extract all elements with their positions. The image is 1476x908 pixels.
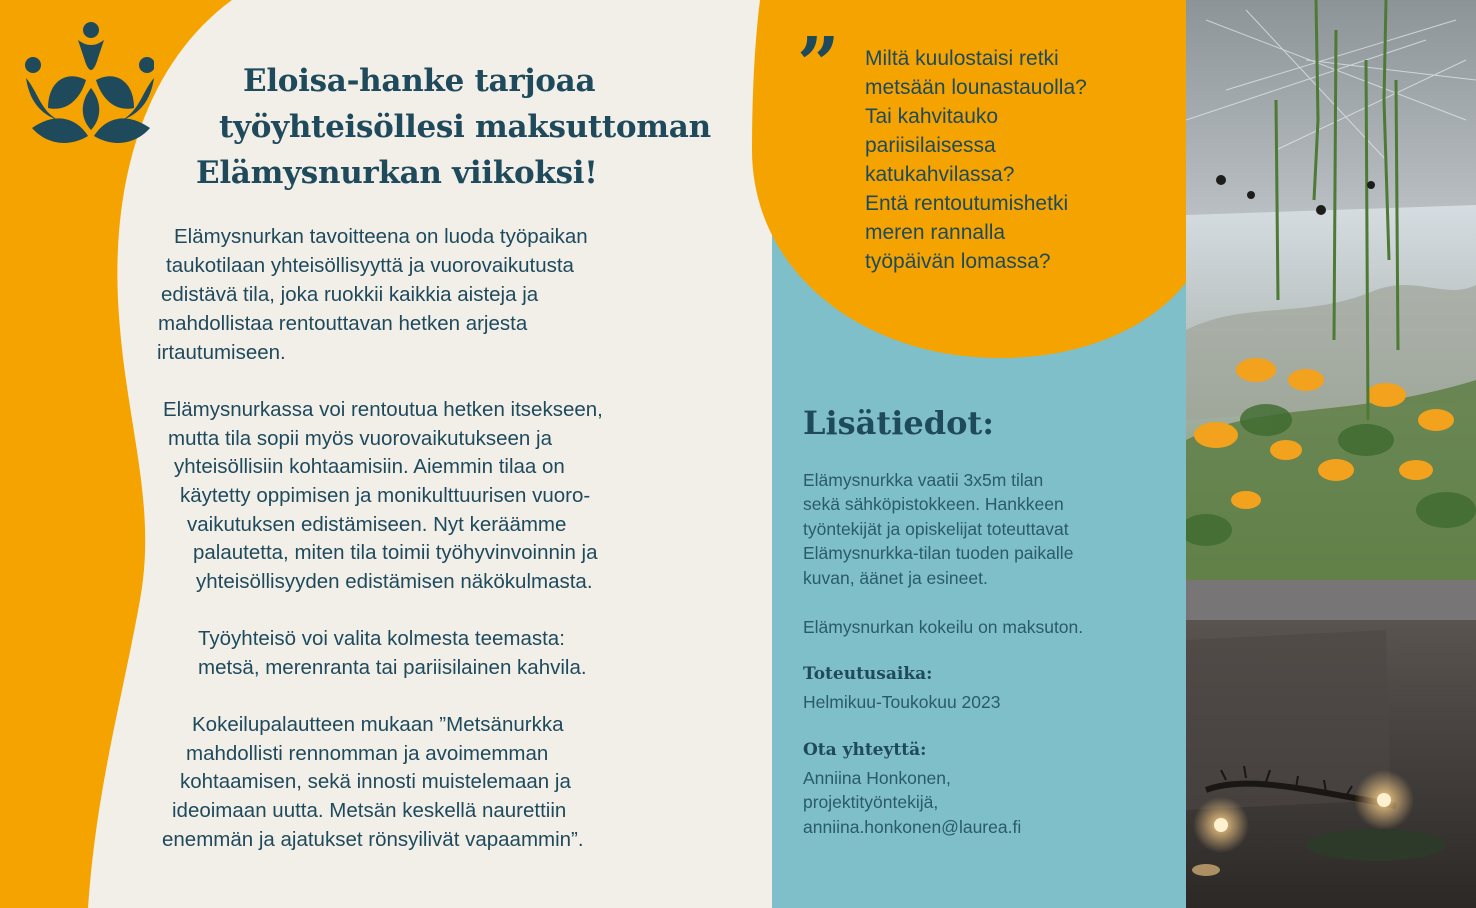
info-description-line: Elämysnurkka-tilan tuoden paikalle [803, 543, 1074, 563]
quote-line: meren rannalla [865, 221, 1006, 244]
paragraph-1-line: Elämysnurkan tavoitteena on luoda työpaikan [174, 225, 588, 248]
paragraph-3-line: metsä, merenranta tai pariisilainen kahvila. [198, 656, 587, 679]
paragraph-2-line: käytetty oppimisen ja monikulttuurisen vuoro- [180, 484, 591, 507]
quote-line: Entä rentoutumishetki [865, 192, 1069, 215]
lotus-logo-icon [18, 20, 154, 150]
quote-line: Miltä kuulostaisi retki [865, 47, 1059, 70]
contact-email[interactable]: anniina.honkonen@laurea.fi [803, 817, 1022, 837]
paragraph-4-line: kohtaamisen, sekä innosti muistelemaan ja [180, 770, 571, 793]
title-line-3: Elämysnurkan viikoksi! [196, 155, 598, 191]
paragraph-4-line: enemmän ja ajatukset rönsyilivät vapaammin”. [162, 828, 584, 851]
paragraph-2-line: mutta tila sopii myös vuorovaikutukseen ja [168, 427, 552, 450]
paragraph-2-line: vaikutuksen edistämiseen. Nyt keräämme [187, 513, 567, 536]
paragraph-4-line: mahdollisti rennomman ja avoimemman [186, 742, 549, 765]
paragraph-2-line: palautetta, miten tila toimii työhyvinvoinnin ja [193, 541, 598, 564]
info-description-line: Elämysnurkka vaatii 3x5m tilan [803, 470, 1044, 490]
contact-label: Ota yhteyttä: [803, 740, 927, 760]
title-line-2: työyhteisöllesi maksuttoman [219, 109, 711, 145]
contact-name: Anniina Honkonen, [803, 768, 951, 788]
quote-mark-icon: ” [797, 22, 834, 108]
paragraph-3-line: Työyhteisö voi valita kolmesta teemasta: [198, 627, 565, 650]
paragraph-4-line: ideoimaan uutta. Metsän keskellä naurettiin [172, 799, 567, 822]
period-value: Helmikuu-Toukokuu 2023 [803, 692, 1001, 712]
quote-line: Tai kahvitauko [865, 105, 999, 128]
room-installation-photo [1186, 0, 1476, 908]
info-description-line: sekä sähköpistokkeen. Hankkeen [803, 494, 1064, 514]
paragraph-1-line: taukotilaan yhteisöllisyyttä ja vuorovaikutusta [166, 254, 574, 277]
quote-line: työpäivän lomassa? [865, 250, 1051, 273]
title-line-1: Eloisa-hanke tarjoaa [243, 63, 596, 99]
info-heading: Lisätiedot: [803, 404, 995, 442]
paragraph-1-line: mahdollistaa rentouttavan hetken arjesta [158, 312, 528, 335]
paragraph-1-line: irtautumiseen. [157, 341, 286, 364]
paragraph-2-line: yhteisöllisyyden edistämisen näkökulmasta. [196, 570, 593, 593]
quote-line: katukahvilassa? [865, 163, 1015, 186]
period-label: Toteutusaika: [803, 664, 933, 684]
paragraph-2-line: Elämysnurkassa voi rentoutua hetken itsekseen, [163, 398, 603, 421]
info-description-line: työntekijät ja opiskelijat toteuttavat [803, 519, 1069, 539]
quote-line: metsään lounastauolla? [865, 76, 1087, 99]
paragraph-4-line: Kokeilupalautteen mukaan ”Metsänurkka [192, 713, 564, 736]
paragraph-1-line: edistävä tila, joka ruokkii kaikkia aisteja ja [161, 283, 539, 306]
contact-role: projektityöntekijä, [803, 792, 939, 812]
paragraph-2-line: yhteisöllisiin kohtaamisiin. Aiemmin tilaa on [174, 455, 565, 478]
free-note: Elämysnurkan kokeilu on maksuton. [803, 617, 1084, 637]
quote-line: pariisilaisessa [865, 134, 996, 157]
info-description-line: kuvan, äänet ja esineet. [803, 568, 988, 588]
